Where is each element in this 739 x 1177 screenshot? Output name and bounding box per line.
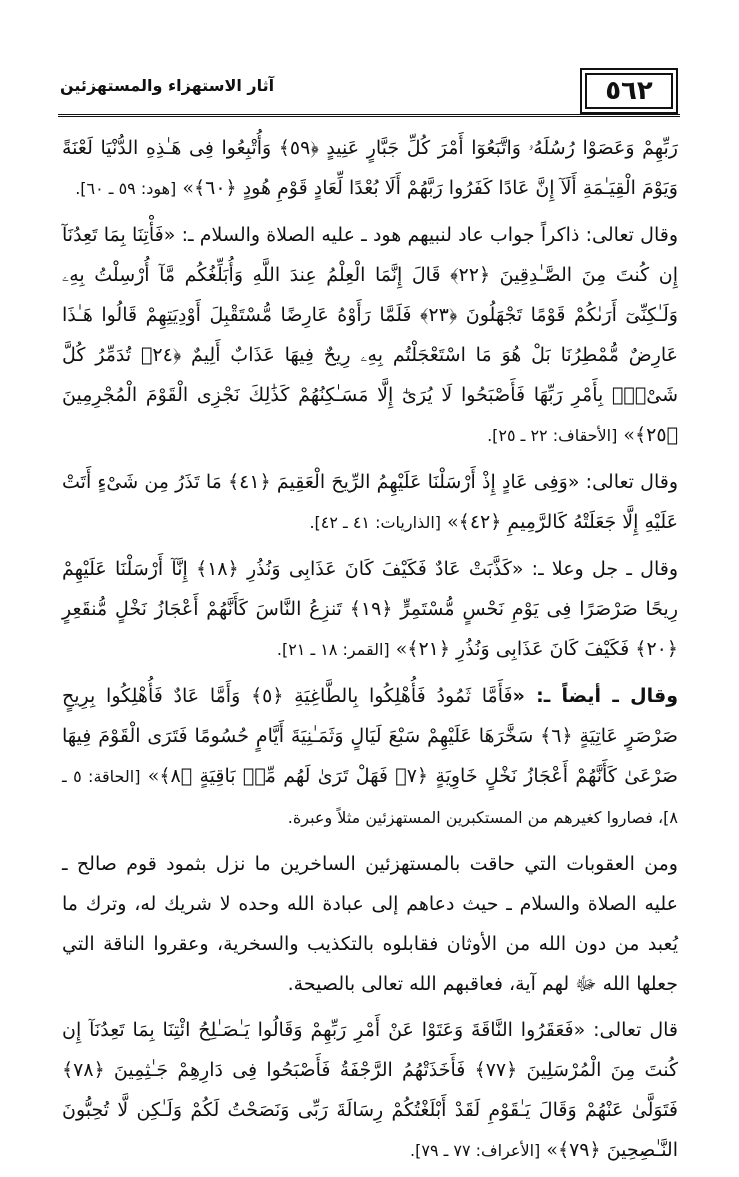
paragraph-1 — [62, 128, 678, 209]
paragraph-lead: قال تعالى: « — [573, 1019, 678, 1041]
quran-verse: كَذَّبَتْ عَادٌ فَكَيْفَ كَانَ عَذَابِى وَنُذُرِ ﴿١٨﴾ إِنَّآ أَرْسَلْنَا عَلَيْهِمْ رِيحًا صَرْصَرًا فِى يَوْمِ نَحْسٍ مُّسْتَمِرٍّ ﴿١٩﴾ تَنزِعُ النَّاسَ كَأَنَّهُمْ أَعْجَازُ نَخْلٍ مُّنقَعِرٍ ﴿٢٠﴾ فَكَيْفَ كَانَ عَذَابِى وَنُذُرِ ﴿٢١﴾» — [62, 558, 679, 660]
verse-reference: [الذاريات: ٤١ ـ ٤٢]. — [309, 513, 442, 532]
header-rule — [58, 114, 680, 117]
page-number: ٥٦٢ — [580, 68, 678, 114]
verse-reference: [الحاقة: ٥ ـ ٨]، فصاروا كغيرهم من المستكبرين المستهزئين مثلاً وعبرة. — [62, 767, 678, 827]
paragraph-6 — [62, 844, 678, 1004]
quran-verse: وَفِى عَادٍ إِذْ أَرْسَلْنَا عَلَيْهِمُ الرِّيحَ الْعَقِيمَ ﴿٤١﴾ مَا تَذَرُ مِن شَىْءٍ أَتَتْ عَلَيْهِ إِلَّا جَعَلَتْهُ كَالرَّمِيمِ ﴿٤٢﴾» — [62, 471, 678, 533]
quran-verse: فَعَقَرُوا النَّاقَةَ وَعَتَوْا عَنْ أَمْرِ رَبِّهِمْ وَقَالُوا يَـٰصَـٰلِحُ ائْتِنَا بِمَا تَعِدُنَآ إِن كُنتَ مِنَ الْمُرْسَلِينَ ﴿٧٧﴾ فَأَخَذَتْهُمُ الرَّجْفَةُ فَأَصْبَحُوا فِى دَارِهِمْ جَـٰثِمِينَ ﴿٧٨﴾ فَتَوَلَّىٰ عَنْهُمْ وَقَالَ يَـٰقَوْمِ لَقَدْ أَبْلَغْتُكُمْ رِسَالَةَ رَبِّى وَنَصَحْتُ لَكُمْ وَلَـٰكِن لَّا تُحِبُّونَ النَّـٰصِحِينَ ﴿٧٩﴾» — [62, 1019, 678, 1161]
paragraph-4 — [62, 549, 678, 670]
paragraph-lead: وقال تعالى: ذاكراً جواب عاد لنبيهم هود ـ عليه الصلاة والسلام ـ: « — [163, 224, 679, 246]
paragraph-lead: وقال تعالى: « — [567, 471, 679, 493]
paragraph-5 — [62, 676, 678, 838]
paragraph-lead: وقال ـ أيضاً ـ: « — [512, 685, 679, 707]
quran-verse: فَأْتِنَا بِمَا تَعِدُنَآ إِن كُنتَ مِنَ الصَّـٰدِقِينَ ﴿٢٢﴾ قَالَ إِنَّمَا الْعِلْمُ عِندَ اللَّهِ وَأُبَلِّغُكُم مَّآ أُرْسِلْتُ بِهِۦ وَلَـٰكِنِّىٓ أَرَىٰكُمْ قَوْمًا تَجْهَلُونَ ﴿٢٣﴾ فَلَمَّا رَأَوْهُ عَارِضًا مُّسْتَقْبِلَ أَوْدِيَتِهِمْ قَالُوا هَـٰذَا عَارِضٌ مُّمْطِرُنَا بَلْ هُوَ مَا اسْتَعْجَلْتُم بِهِۦ رِيحٌ فِيهَا عَذَابٌ أَلِيمٌ ﴿٢٤﴾ تُدَمِّرُ كُلَّ شَىْءٍۭ بِأَمْرِ رَبِّهَا فَأَصْبَحُوا لَا يُرَىٰٓ إِلَّا مَسَـٰكِنُهُمْ كَذَٰلِكَ نَجْزِى الْقَوْمَ الْمُجْرِمِينَ ﴿٢٥﴾» — [62, 224, 678, 446]
page-body — [62, 128, 678, 1177]
quran-verse: فَأَمَّا ثَمُودُ فَأُهْلِكُوا بِالطَّاغِيَةِ ﴿٥﴾ وَأَمَّا عَادٌ فَأُهْلِكُوا بِرِيحٍ صَرْصَرٍ عَاتِيَةٍ ﴿٦﴾ سَخَّرَهَا عَلَيْهِمْ سَبْعَ لَيَالٍ وَثَمَـٰنِيَةَ أَيَّامٍ حُسُومًا فَتَرَى الْقَوْمَ فِيهَا صَرْعَىٰ كَأَنَّهُمْ أَعْجَازُ نَخْلٍ خَاوِيَةٍ ﴿٧﴾ فَهَلْ تَرَىٰ لَهُم مِّنۢ بَاقِيَةٍ ﴿٨﴾» — [62, 685, 679, 787]
page-header — [58, 68, 680, 120]
paragraph-text: ومن العقوبات التي حاقت بالمستهزئين الساخرين ما نزل بثمود قوم صالح ـ عليه الصلاة والسلام ـ حيث دعاهم إلى عبادة الله وحده لا شريك له، وترك ما يُعبد من دون الله من الأوثان فقابلوه بالتكذيب والسخرية، وعقروا الناقة التي جعلها الله ﷻ لهم آية، فعاقبهم الله تعالى بالصيحة. — [62, 853, 678, 995]
paragraph-3 — [62, 462, 678, 543]
paragraph-2 — [62, 215, 678, 456]
running-title: آثار الاستهزاء والمستهزئين — [60, 76, 275, 95]
verse-reference: [الأعراف: ٧٧ ـ ٧٩]. — [410, 1141, 541, 1160]
verse-reference: [هود: ٥٩ ـ ٦٠]. — [75, 179, 177, 198]
verse-reference: [القمر: ١٨ ـ ٢١]. — [276, 640, 390, 659]
paragraph-lead: وقال ـ جل وعلا ـ: « — [511, 558, 679, 580]
verse-reference: [الأحقاف: ٢٢ ـ ٢٥]. — [487, 426, 618, 445]
quran-verse: رَبِّهِمْ وَعَصَوْا رُسُلَهُۥ وَاتَّبَعُوٓا أَمْرَ كُلِّ جَبَّارٍ عَنِيدٍ ﴿٥٩﴾ وَأُتْبِعُوا فِى هَـٰذِهِ الدُّنْيَا لَعْنَةً وَيَوْمَ الْقِيَـٰمَةِ أَلَآ إِنَّ عَادًا كَفَرُوا رَبَّهُمْ أَلَا بُعْدًا لِّعَادٍ قَوْمِ هُودٍ ﴿٦٠﴾» — [62, 137, 678, 199]
paragraph-7 — [62, 1010, 678, 1171]
